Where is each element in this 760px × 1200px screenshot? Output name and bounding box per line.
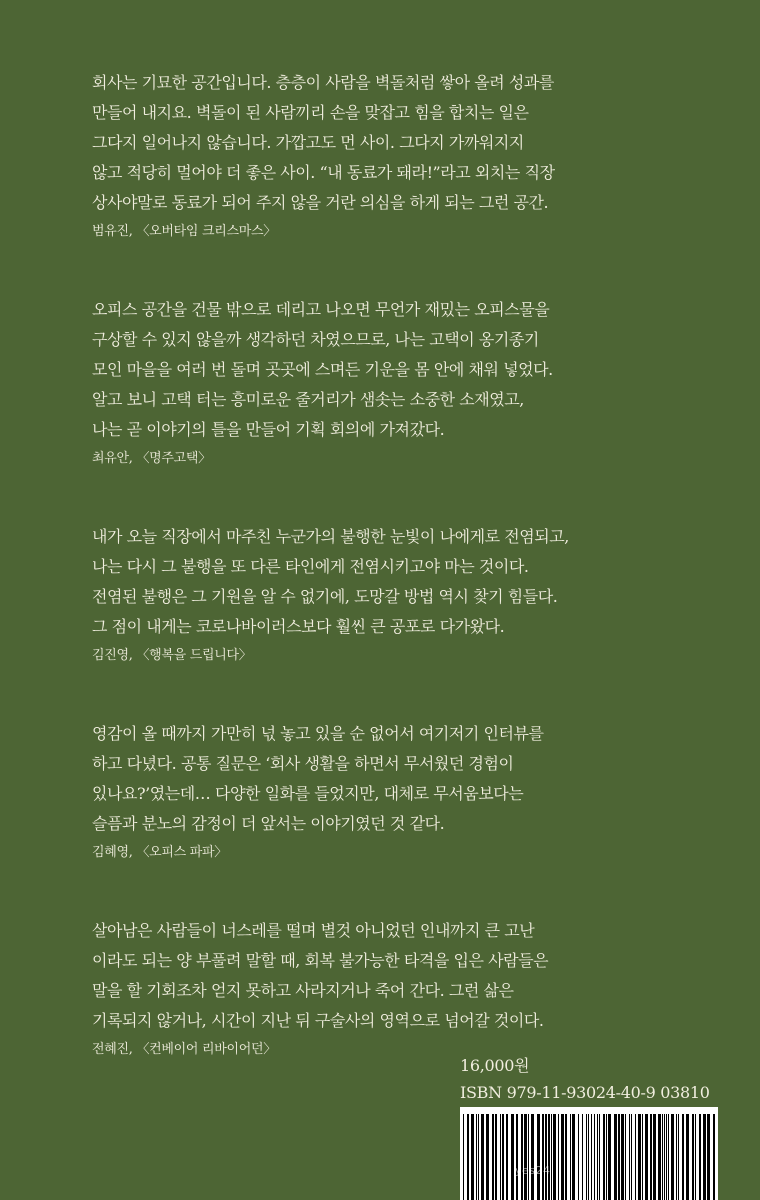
quote-line: 나는 다시 그 불행을 또 다른 타인에게 전염시키고야 마는 것이다.	[92, 557, 529, 576]
barcode-bar	[495, 1114, 497, 1200]
quote-line: 모인 마을을 여러 번 돌며 곳곳에 스며든 기운을 몸 안에 채워 넣었다.	[92, 360, 553, 379]
quote-line: 알고 보니 고택 터는 흥미로운 줄거리가 샘솟는 소중한 소재였고,	[92, 390, 524, 409]
quote-block	[92, 916, 712, 1060]
barcode-bar	[521, 1114, 523, 1200]
barcode-bar	[682, 1114, 684, 1200]
barcode-bar	[586, 1114, 587, 1200]
quote-text	[92, 719, 712, 839]
barcode-bar	[516, 1114, 518, 1200]
barcode-bar	[635, 1114, 636, 1200]
barcode-bar	[545, 1114, 547, 1200]
barcode-bar	[668, 1114, 669, 1200]
quote-block	[92, 719, 712, 863]
barcode-bars	[460, 1107, 718, 1200]
barcode-bar	[500, 1114, 501, 1200]
barcode-bar	[653, 1114, 656, 1200]
quote-line: 하고 다녔다. 공통 질문은 ‘회사 생활을 하면서 무서웠던 경험이	[92, 754, 514, 773]
quote-block	[92, 295, 712, 469]
quote-line: 있나요?’였는데… 다양한 일화를 들었지만, 대체로 무서움보다는	[92, 784, 524, 803]
quote-line: 전염된 불행은 그 기원을 알 수 없기에, 도망갈 방법 역시 찾기 힘들다.	[92, 587, 558, 606]
barcode-bar	[645, 1114, 648, 1200]
barcode-bar	[548, 1114, 550, 1200]
barcode-bar	[594, 1114, 595, 1200]
barcode-bar	[572, 1114, 575, 1200]
quote-line: 회사는 기묘한 공간입니다. 층층이 사람을 벽돌처럼 쌓아 올려 성과를	[92, 73, 554, 92]
quote-line: 슬픔과 분노의 감정이 더 앞서는 이야기였던 것 같다.	[92, 814, 445, 833]
quote-source: 범유진, 〈오버타임 크리스마스〉	[92, 224, 276, 239]
quote-text	[92, 916, 712, 1036]
barcode-bar	[713, 1114, 715, 1200]
barcode-bar	[666, 1114, 667, 1200]
barcode-bar	[551, 1114, 552, 1200]
barcode-bar	[625, 1114, 626, 1200]
barcode-bar	[621, 1114, 624, 1200]
watermark-logo: yes24	[515, 1164, 551, 1177]
barcode-bar	[478, 1114, 479, 1200]
quote-source: 최유안, 〈명주고택〉	[92, 451, 211, 466]
barcode-bar	[570, 1114, 571, 1200]
barcode-bar	[676, 1114, 677, 1200]
quote-text	[92, 68, 712, 218]
barcode-bar	[707, 1114, 710, 1200]
barcode-bar	[631, 1114, 632, 1200]
quote-text	[92, 295, 712, 445]
barcode	[460, 1107, 718, 1200]
barcode-bar	[692, 1114, 694, 1200]
price-label: 16,000원	[460, 1056, 530, 1075]
quote-line: 상사야말로 동료가 되어 주지 않을 거란 의심을 하게 되는 그런 공간.	[92, 193, 549, 212]
barcode-bar	[650, 1114, 652, 1200]
quote-line: 기록되지 않거나, 시간이 지난 뒤 구술사의 영역으로 넘어갈 것이다.	[92, 1011, 544, 1030]
quote-line: 구상할 수 있지 않을까 생각하던 차였으므로, 나는 고택이 옹기종기	[92, 330, 539, 349]
quote-source: 김진영, 〈행복을 드립니다〉	[92, 648, 252, 663]
quote-line: 만들어 내지요. 벽돌이 된 사람끼리 손을 맞잡고 힘을 합치는 일은	[92, 103, 529, 122]
barcode-bar	[511, 1114, 514, 1200]
barcode-bar	[664, 1114, 665, 1200]
quote-source: 김혜영, 〈오피스 파파〉	[92, 845, 227, 860]
price-isbn-block	[460, 1052, 710, 1106]
barcode-bar	[695, 1114, 696, 1200]
barcode-bar	[588, 1114, 589, 1200]
barcode-bar	[565, 1114, 567, 1200]
barcode-bar	[582, 1114, 583, 1200]
barcode-bar	[506, 1114, 508, 1200]
barcode-bar	[542, 1114, 544, 1200]
quote-line: 그다지 일어나지 않습니다. 가깝고도 먼 사이. 그다지 가까워지지	[92, 133, 524, 152]
barcode-bar	[603, 1114, 605, 1200]
quote-line: 오피스 공간을 건물 밖으로 데리고 나오면 무언가 재밌는 오피스물을	[92, 300, 550, 319]
barcode-bar	[537, 1114, 540, 1200]
barcode-bar	[486, 1114, 489, 1200]
quote-line: 그 점이 내게는 코로나바이러스보다 훨씬 큰 공포로 다가왔다.	[92, 617, 505, 636]
barcode-bar	[471, 1114, 474, 1200]
barcode-bar	[678, 1114, 679, 1200]
barcode-bar	[614, 1114, 617, 1200]
barcode-bar	[476, 1114, 477, 1200]
barcode-bar	[553, 1114, 556, 1200]
barcode-bar	[463, 1114, 464, 1200]
barcode-bar	[629, 1114, 630, 1200]
quote-line: 말을 할 기회조차 얻지 못하고 사라지거나 죽어 간다. 그런 삶은	[92, 981, 514, 1000]
isbn-label: ISBN 979-11-93024-40-9 03810	[460, 1083, 710, 1102]
barcode-bar	[591, 1114, 592, 1200]
quote-source: 전혜진, 〈컨베이어 리바이어던〉	[92, 1042, 276, 1057]
barcode-bar	[578, 1114, 579, 1200]
barcode-bar	[599, 1114, 600, 1200]
barcode-bar	[662, 1114, 663, 1200]
quote-line: 영감이 올 때까지 가만히 넋 놓고 있을 순 없어서 여기저기 인터뷰를	[92, 724, 544, 743]
barcode-bar	[492, 1114, 494, 1200]
quote-line: 내가 오늘 직장에서 마주친 누군가의 불행한 눈빛이 나에게로 전염되고,	[92, 527, 569, 546]
barcode-bar	[671, 1114, 674, 1200]
barcode-bar	[531, 1114, 534, 1200]
barcode-bar	[606, 1114, 607, 1200]
barcode-bar	[597, 1114, 598, 1200]
quote-line: 않고 적당히 멀어야 더 좋은 사이. “내 동료가 돼라!”라고 외치는 직장	[92, 163, 555, 182]
barcode-bar	[658, 1114, 661, 1200]
quote-block	[92, 522, 712, 666]
barcode-bar	[502, 1114, 504, 1200]
quote-line: 살아남은 사람들이 너스레를 떨며 별것 아니었던 인내까지 큰 고난	[92, 921, 535, 940]
barcode-bar	[524, 1114, 527, 1200]
barcode-bar	[528, 1114, 529, 1200]
quotes-section	[92, 68, 712, 1113]
barcode-bar	[608, 1114, 611, 1200]
barcode-bar	[561, 1114, 564, 1200]
barcode-bar	[467, 1114, 469, 1200]
quote-line: 나는 곧 이야기의 틀을 만들어 기획 회의에 가져갔다.	[92, 420, 445, 439]
quote-line: 이라도 되는 양 부풀려 말할 때, 회복 불가능한 타격을 입은 사람들은	[92, 951, 549, 970]
barcode-bar	[638, 1114, 641, 1200]
quote-block	[92, 68, 712, 242]
barcode-bar	[481, 1114, 484, 1200]
barcode-bar	[699, 1114, 701, 1200]
quote-text	[92, 522, 712, 642]
barcode-bar	[618, 1114, 620, 1200]
barcode-bar	[642, 1114, 643, 1200]
barcode-bar	[558, 1114, 559, 1200]
barcode-bar	[686, 1114, 689, 1200]
barcode-bar	[703, 1114, 706, 1200]
